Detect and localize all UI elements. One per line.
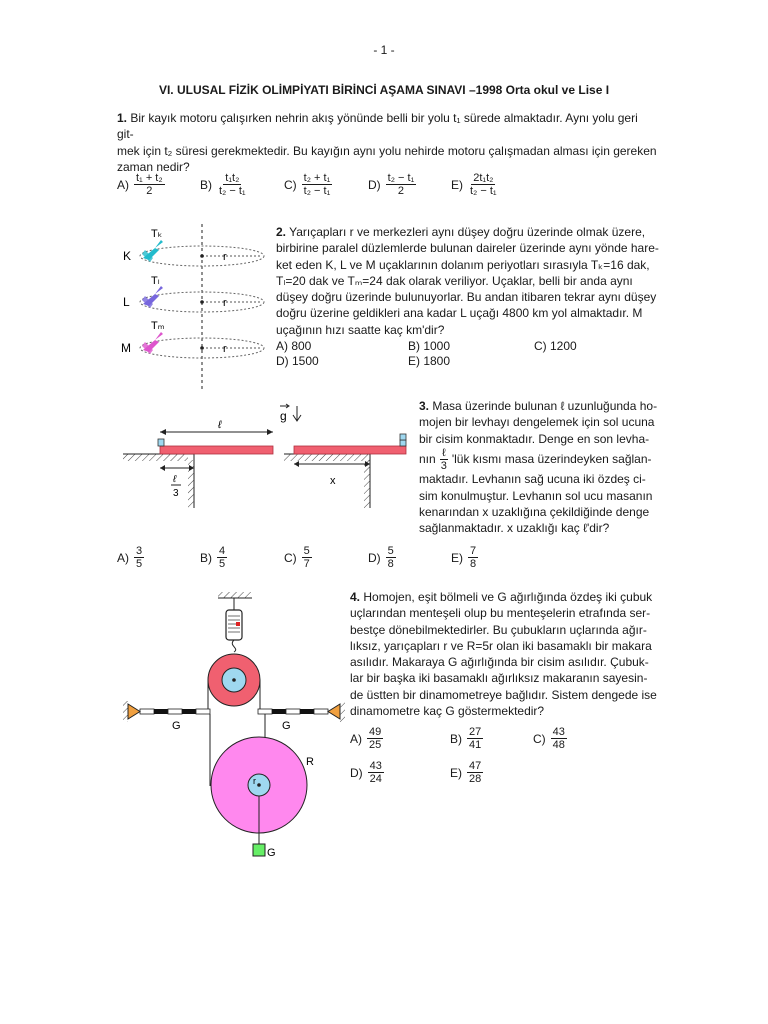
q3-inline-fraction [439,447,449,472]
q4-option-b[interactable] [450,726,483,751]
center-dot [200,346,204,350]
option-label: E) [451,177,463,192]
plane-m-label: M [121,341,131,355]
q3-line: Masa üzerinde bulunan ℓ uzunluğunda ho- [432,399,658,413]
q1-line: Bir kayık motoru çalışırken nehrin akış yönünde belli bir yolu t₁ sürede almaktadır. Aynı yolu geri git- [117,111,638,142]
weight-label: G [267,847,276,859]
fraction-numerator: 49 [369,726,382,738]
option-label: C) [284,177,297,192]
small-block-left [158,439,164,446]
fraction-denominator: 2 [397,185,405,197]
option-label: A) [117,550,129,565]
wall-right-hatch [340,701,345,722]
q1-line: zaman nedir? [117,159,190,174]
option-label: C) [533,731,546,746]
third-label-num: ℓ [173,474,177,485]
fraction-denominator: 25 [369,739,382,751]
option-fraction [468,172,499,197]
q2-option-a[interactable]: A) 800 [276,339,312,353]
q4-figure [120,588,345,863]
gravity-label: g [280,409,287,423]
fraction-numerator: 27 [469,726,482,738]
period-m-label: Tₘ [151,320,165,332]
fraction-numerator: 43 [552,726,565,738]
hinge-right [328,704,340,719]
fraction-numerator: 4 [219,545,226,557]
q1-option-e[interactable] [451,172,499,197]
fraction-denominator: 28 [469,773,482,785]
fraction-numerator: t₂ − t₁ [387,172,415,184]
option-fraction [467,760,483,785]
q2-line: ket eden K, L ve M uçaklarının dolanım periyotları sırasıyla Tₖ=16 dak, [276,257,650,272]
option-label: D) [368,550,381,565]
question-1-text [117,110,657,175]
radius-label: r [223,343,227,355]
q4-option-e[interactable] [450,760,483,785]
option-fraction [367,726,383,751]
fraction-numerator: t₁t₂ [225,172,240,184]
q3-figure [118,400,418,510]
option-fraction [368,760,384,785]
fraction-numerator: t₂ + t₁ [303,172,331,184]
option-fraction [386,172,417,197]
q3-option-a[interactable] [117,545,144,570]
q2-option-b[interactable]: B) 1000 [408,339,451,353]
fraction-numerator: 2t₁t₂ [473,172,494,184]
option-fraction [386,545,396,570]
option-label: B) [200,177,212,192]
option-label: D) [368,177,381,192]
page-number: - 1 - [373,43,395,57]
q3-line: sim konulmuştur. Levhanın sol ucu masanın [419,488,653,503]
q2-line: birbirine paralel düzlemlerde bulunan daireler üzerinde aynı yönde hare- [276,241,659,256]
q3-line: bir cisim konmaktadır. Denge en son levha- [419,431,650,446]
rod-left [140,709,210,714]
q2-line: düşey doğru üzerinde bulunuyorlar. Bu andan itibaren tekrar aynı düşey [276,290,657,305]
fraction-denominator: t₂ − t₁ [303,185,331,197]
question-3-number: 3. [419,399,430,413]
radius-label: r [223,297,227,309]
x-label: x [330,475,336,487]
option-fraction [134,545,144,570]
q2-option-c[interactable]: C) 1200 [534,339,577,353]
option-label: A) [117,177,129,192]
q4-line: Homojen, eşit bölmeli ve G ağırlığında özdeş iki çubuk [363,590,653,604]
wall-left-hatch [123,701,128,722]
q4-line: lıksız, yarıçapları r ve R=5r olan iki basamaklı bir makara [350,638,652,653]
fraction-denominator: 2 [146,185,153,197]
option-label: E) [450,765,462,780]
block-right-1 [400,440,406,446]
q3-option-d[interactable] [368,545,396,570]
table-right-top-hatch [284,454,370,461]
option-fraction [217,545,227,570]
option-fraction [217,172,248,197]
q2-line: Yarıçapları r ve merkezleri aynı düşey doğru üzerinde olmak üzere, [289,225,646,239]
option-fraction [302,172,333,197]
fraction-numerator: 7 [470,545,477,557]
q3-line: mojen bir levhayı dengelemek için sol ucuna [419,415,655,430]
center-dot [200,300,204,304]
q3-option-e[interactable] [451,545,478,570]
plane-m-icon [142,332,163,354]
page-title: VI. ULUSAL FİZİK OLİMPİYATI BİRİNCİ AŞAMA SINAVI –1998 Orta okul ve Lise I [158,83,610,97]
rod-right [258,709,328,714]
option-label: B) [200,550,212,565]
q4-option-c[interactable] [533,726,567,751]
q4-line: uçlarından menteşeli olup bu menteşelerin etrafında ser- [350,606,651,621]
rod-left-weight-label: G [172,720,181,732]
question-4-number: 4. [350,590,361,604]
block-right-2 [400,434,406,440]
q3-option-b[interactable] [200,545,227,570]
q1-option-b[interactable] [200,172,248,197]
fraction-numerator: 5 [303,545,310,557]
q1-option-a[interactable] [117,172,165,197]
q2-line: doğru üzerine geldikleri ana kadar L uçağı 4800 km yol almaktadır. M [276,306,643,321]
q4-line: de üstten bir dinamometreye bağlıdır. Sistem dengede ise [350,687,657,702]
fraction-denominator: 41 [469,739,482,751]
fraction-numerator: 5 [387,545,394,557]
period-k-label: Tₖ [151,228,163,240]
option-fraction [134,172,165,197]
question-2-number: 2. [276,225,287,239]
plane-l-icon [142,286,163,308]
option-label: D) [350,765,363,780]
question-1-number: 1. [117,111,128,125]
option-label: C) [284,550,297,565]
q1-option-d[interactable] [368,172,416,197]
q2-line: uçağının hızı saatte kaç km'dir? [276,322,445,337]
question-2-text [276,224,661,338]
plank-left [160,446,273,454]
option-label: E) [451,550,463,565]
q3-fraction-line: nın $\frac{\text{ℓ}}{3}$ 'lük kısmı masa üzerindeyken sağlan- [419,446,652,472]
q2-line: Tₗ=20 dak ve Tₘ=24 dak olarak veriliyor. Uçaklar, belli bir anda aynı [276,273,633,288]
fraction-denominator: 7 [303,558,310,570]
weight-block [253,844,265,856]
q2-option-e[interactable]: E) 1800 [408,354,451,368]
fraction-denominator: t₂ − t₁ [470,185,497,197]
table-right-side-hatch [364,460,370,508]
q3-option-c[interactable] [284,545,312,570]
q4-line: lar bir başka iki basamaklı ağırlıksız makaranın sayesin- [350,671,648,686]
table-left-top-hatch [123,454,188,461]
question-4-text [350,589,660,719]
plane-k-icon [142,240,163,262]
option-fraction [551,726,567,751]
third-label-den: 3 [173,488,179,499]
q1-option-c[interactable] [284,172,332,197]
option-fraction [467,726,483,751]
ceiling-hatch [218,592,252,598]
q3-line: sağlanmaktadır. x uzaklığı kaç ℓ'dir? [419,521,610,536]
option-fraction [302,545,312,570]
option-fraction [468,545,478,570]
q4-line: dinamometre kaç G göstermektedir? [350,704,545,719]
length-label: ℓ [218,419,222,431]
fraction-denominator: 5 [219,558,226,570]
option-label: A) [350,731,362,746]
fraction-numerator: t₁ + t₂ [136,172,163,184]
q4-option-d[interactable] [350,760,384,785]
plank-right [294,446,406,454]
fraction-denominator: 48 [552,739,565,751]
big-radius-label: R [306,756,314,768]
plane-k-label: K [123,249,132,263]
q4-line: asılıdır. Makaraya G ağırlığında bir cisim asılıdır. Çubuk- [350,655,649,670]
fraction-numerator: 43 [369,760,382,772]
option-label: B) [450,731,462,746]
q1-line: mek için t₂ süresi gerekmektedir. Bu kayığın aynı yolu nehirde motoru çalışmadan alması için gereken [117,143,657,158]
fraction-denominator: 8 [470,558,477,570]
q3-line: maktadır. Levhanın sağ ucuna iki özdeş ci- [419,472,646,487]
period-l-label: Tₗ [151,275,160,287]
q2-option-d[interactable]: D) 1500 [276,354,319,368]
radius-label: r [223,251,227,263]
hinge-left [128,704,140,719]
dynamometer-icon [226,610,242,652]
fraction-denominator: 8 [387,558,394,570]
fraction-numerator: 47 [469,760,482,772]
q2-figure [115,222,275,392]
question-3-text [419,398,664,537]
center-dot [200,254,204,258]
fraction-numerator: 3 [136,545,143,557]
fraction-numerator: ℓ [441,446,446,459]
q3-line: kenarından x uzaklığına çekildiğinde denge [419,505,650,520]
fraction-denominator: 5 [136,558,143,570]
fraction-denominator: t₂ − t₁ [219,185,246,197]
q4-option-a[interactable] [350,726,383,751]
small-radius-label: r [253,776,256,786]
rod-right-weight-label: G [282,720,291,732]
plane-l-label: L [123,295,130,309]
fraction-denominator: 24 [369,773,382,785]
fraction-denominator: 3 [440,459,447,472]
q4-line: bestçe dönebilmektedirler. Bu çubukların uçlarında ağır- [350,622,647,637]
